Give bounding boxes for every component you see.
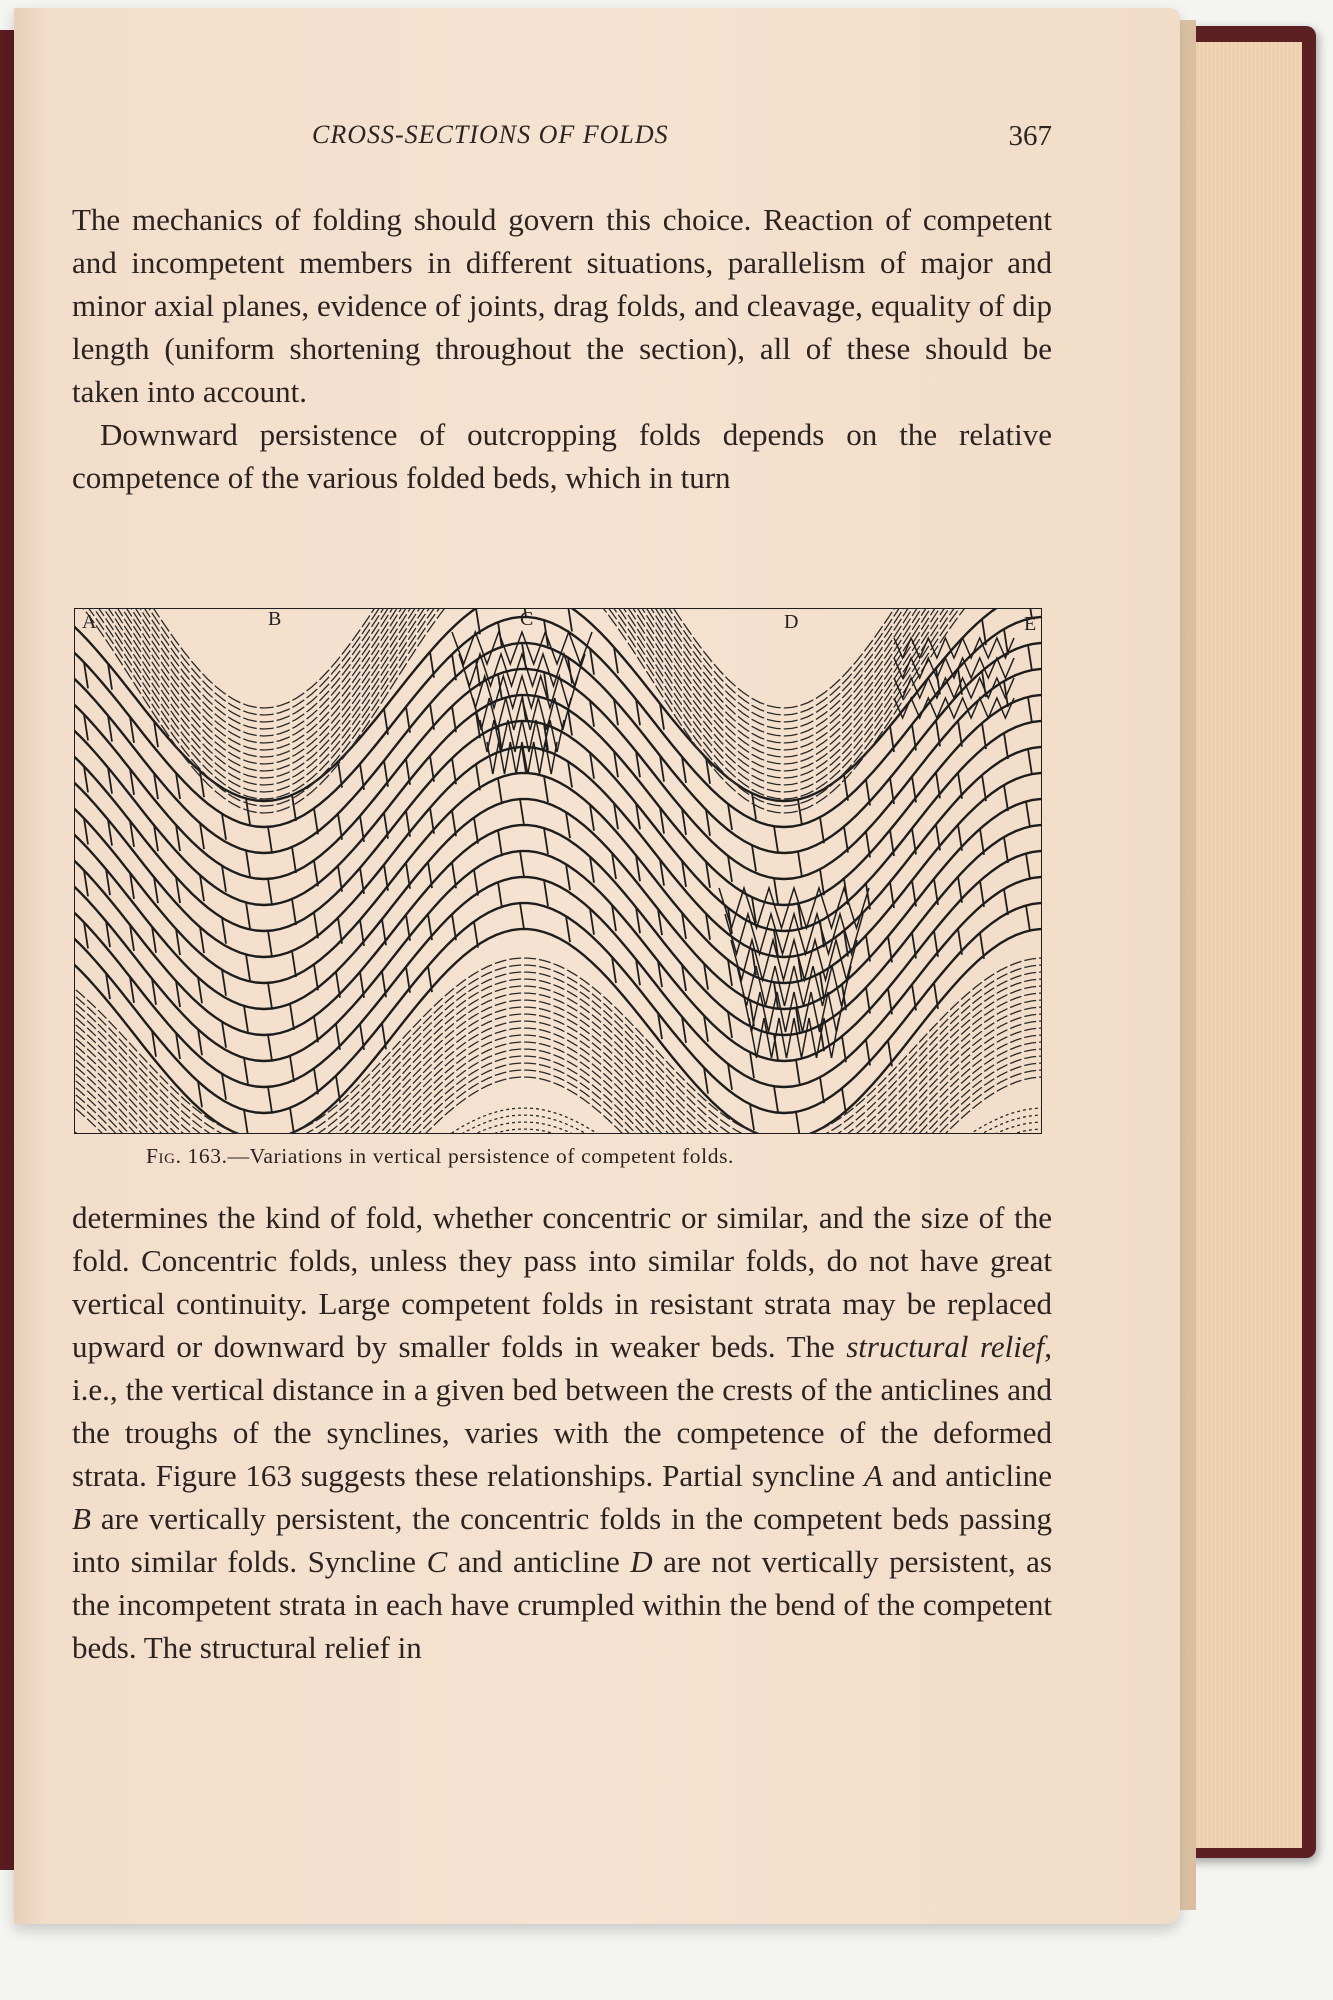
bottom-text-block (72, 1196, 1052, 1669)
brick-joint (246, 851, 250, 877)
text-segment: are not vertically persistent, as the incompetent strata in each have crumpled within the bend of the competent beds. The structural relief in (72, 1544, 1053, 1665)
incompetent-bed-line (74, 986, 1042, 1134)
running-title: CROSS-SECTIONS OF FOLDS (312, 120, 669, 149)
text-segment: i.e., the vertical distance in a given bed between the crests of the anticlines and the troughs of the synclines, varies with the competence of the deformed strata. Figure 163 suggests these relationships. Partial syncline (72, 1372, 1052, 1493)
crumpled-bed (725, 914, 863, 954)
brick-joint (980, 933, 984, 959)
incompetent-bed-line (74, 608, 1042, 806)
brick-joint (452, 706, 456, 732)
brick-joint (290, 1004, 294, 1030)
figure-caption (146, 1144, 734, 1169)
crumpled-bed (737, 966, 851, 1006)
page-number: 367 (1008, 120, 1052, 152)
brick-joint (338, 762, 342, 788)
figure-163 (74, 608, 1042, 1134)
brick-joint (842, 1036, 846, 1062)
brick-joint (336, 1024, 340, 1050)
brick-joint (222, 866, 226, 892)
brick-joint (1026, 906, 1030, 932)
brick-joint (244, 1006, 248, 1032)
text-segment: and anticline (447, 1544, 631, 1579)
label-a: A (82, 611, 97, 633)
letter-c: C (426, 1544, 448, 1579)
brick-joint (268, 1087, 272, 1113)
text-segment: are vertically persistent, the concentric folds in the competent beds passing into similar folds. Syncline (72, 1501, 1052, 1579)
fold-cross-section-diagram (74, 608, 1042, 1134)
brick-joint (222, 918, 226, 944)
brick-joint (452, 862, 456, 888)
letter-a: A (863, 1458, 883, 1493)
brick-joint (244, 1058, 248, 1084)
brick-joint (750, 1104, 754, 1130)
brick-joint (290, 1108, 294, 1134)
paragraph-downward-persistence: Downward persistence of outcropping folds depends on the relative competence of the various folded beds, which in turn (72, 417, 1052, 495)
brick-joint (544, 776, 548, 802)
brick-joint (520, 799, 524, 825)
brick-joint (568, 710, 572, 736)
brick-joint (292, 795, 296, 821)
brick-joint (820, 817, 824, 843)
brick-joint (1028, 697, 1032, 723)
brick-joint (566, 864, 570, 890)
brick-joint (1004, 785, 1008, 811)
brick-joint (1028, 645, 1032, 671)
caption-figure-number: Fig. 163. (146, 1144, 228, 1168)
brick-joint (336, 972, 340, 998)
brick-joint (842, 1088, 846, 1114)
brick-joint (292, 847, 296, 873)
brick-joint (452, 810, 456, 836)
brick-joint (314, 808, 318, 834)
brick-joint (292, 899, 296, 925)
brick-joint (476, 764, 480, 790)
brick-joint (452, 654, 456, 680)
incompetent-bed-line (74, 972, 1042, 1134)
text-segment: and anticline (882, 1458, 1052, 1493)
brick-joint (336, 1076, 340, 1102)
brick-joint (268, 983, 272, 1009)
brick-joint (520, 851, 524, 877)
brick-joint (498, 830, 502, 856)
letter-d: D (630, 1544, 653, 1579)
brick-joint (474, 818, 478, 844)
brick-joint (774, 826, 778, 852)
brick-joint (982, 723, 986, 749)
brick-joint (1028, 749, 1032, 775)
brick-joint (796, 1112, 800, 1134)
brick-joint (982, 775, 986, 801)
brick-joint (222, 814, 226, 840)
brick-joint (498, 778, 502, 804)
crumpled-bed (719, 888, 869, 928)
brick-joint (452, 758, 456, 784)
brick-joint (566, 812, 570, 838)
brick-joint (1004, 889, 1008, 915)
brick-joint (980, 829, 984, 855)
paragraph-mechanics: The mechanics of folding should govern this choice. Reaction of competent and incompetent members in different situations, parallelism of major and minor axial planes, evidence of joints, drag folds, and cleavage, equality of dip length (uniform shortening throughout the section), all of these should be taken into account. (72, 202, 1052, 409)
brick-joint (246, 955, 250, 981)
brick-joint (1004, 733, 1008, 759)
label-d: D (784, 611, 799, 633)
label-e: E (1024, 613, 1037, 635)
brick-joint (314, 912, 318, 938)
incompetent-bed-line (74, 1049, 1042, 1134)
brick-joint (314, 1016, 318, 1042)
brick-joint (452, 914, 456, 940)
top-text-block (72, 198, 1052, 499)
incompetent-bed-line (74, 608, 1042, 792)
brick-joint (246, 903, 250, 929)
brick-joint (222, 970, 226, 996)
brick-joint (752, 845, 756, 871)
paragraph-structural-relief (72, 1196, 1052, 1669)
brick-joint (1004, 837, 1008, 863)
brick-joint (268, 1035, 272, 1061)
page-block-edges (1180, 42, 1302, 1848)
label-c: C (520, 608, 534, 630)
crumpled-bed (743, 992, 845, 1032)
term-structural-relief: structural relief, (846, 1329, 1052, 1364)
brick-joint (222, 1074, 226, 1100)
crumpled-bed (466, 676, 578, 708)
label-b: B (268, 608, 282, 630)
brick-joint (292, 951, 296, 977)
brick-joint (498, 882, 502, 908)
brick-joint (544, 828, 548, 854)
crumpled-bed (749, 1018, 839, 1058)
brick-joint (474, 870, 478, 896)
brick-joint (338, 814, 342, 840)
text-segment: determines the kind of fold, whether concentric or similar, and the size of the fold. Concentric folds, unless they pass into similar folds, do not have great vertical continuity. Large competent folds in resistant strata may be replaced upward or downward by smaller folds in weaker beds. The (72, 1200, 1052, 1364)
brick-joint (314, 1068, 318, 1094)
brick-joint (1026, 854, 1030, 880)
crumpled-bed (473, 698, 571, 730)
letter-b: B (72, 1501, 91, 1536)
brick-joint (520, 903, 524, 929)
brick-joint (844, 827, 848, 853)
brick-joint (750, 1052, 754, 1078)
brick-joint (314, 860, 318, 886)
brick-joint (796, 1060, 800, 1086)
brick-joint (820, 1077, 824, 1103)
brick-joint (568, 608, 572, 632)
running-head (72, 120, 1052, 160)
brick-joint (268, 827, 272, 853)
brick-joint (566, 916, 570, 942)
incompetent-bed-line (74, 608, 1042, 708)
brick-joint (980, 881, 984, 907)
brick-joint (798, 852, 802, 878)
brick-joint (290, 1056, 294, 1082)
brick-joint (268, 931, 272, 957)
brick-joint (338, 866, 342, 892)
brick-joint (222, 1022, 226, 1048)
brick-joint (474, 922, 478, 948)
brick-joint (244, 1110, 248, 1134)
brick-joint (774, 878, 778, 904)
crumpled-bed (894, 678, 1014, 698)
brick-joint (568, 762, 572, 788)
caption-text: —Variations in vertical persistence of competent folds. (227, 1144, 735, 1168)
brick-joint (338, 918, 342, 944)
brick-joint (1026, 802, 1030, 828)
brick-joint (268, 879, 272, 905)
book-page (14, 8, 1180, 1924)
brick-joint (1004, 629, 1008, 655)
brick-joint (544, 880, 548, 906)
brick-joint (314, 964, 318, 990)
brick-joint (982, 619, 986, 645)
brick-joint (774, 1086, 778, 1112)
brick-joint (476, 608, 480, 634)
